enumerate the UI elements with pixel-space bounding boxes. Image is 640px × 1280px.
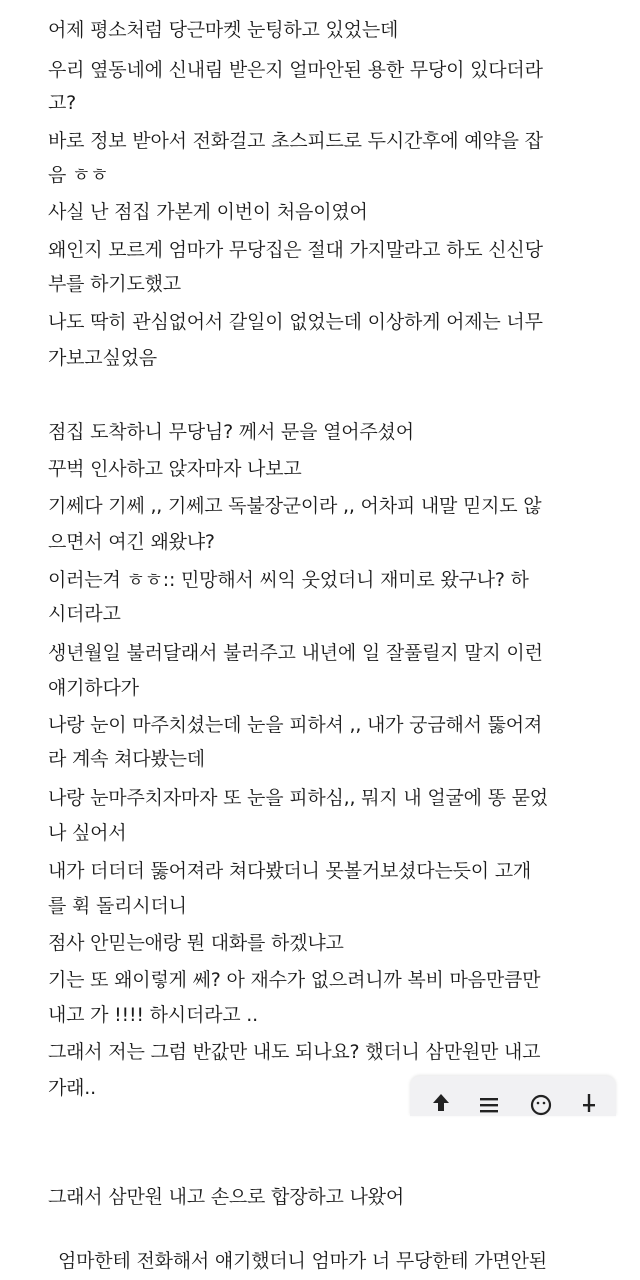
post-line: 우리 옆동네에 신내림 받은지 얼마안된 용한 무당이 있다더라 [48,59,543,81]
list-icon [477,1092,501,1116]
pin-icon [577,1092,601,1116]
post-line: 내고 가 !!!! 하시더라고 .. [48,1004,258,1026]
post-line: 고? [48,92,77,114]
post-line: 나랑 눈이 마주치셨는데 눈을 피하셔 ,, 내가 궁금해서 뚫어져 [48,714,543,736]
post-line: 기쎄다 기쎄 ,, 기쎄고 독불장군이라 ,, 어차피 내말 믿지도 않 [48,495,542,517]
post-line: 를 휙 돌리시더니 [48,895,187,917]
post-line: 나랑 눈마주치자마자 또 눈을 피하심,, 뭐지 내 얼굴에 똥 묻었 [48,787,548,809]
text-format-button[interactable] [428,1092,454,1116]
post-line: 가보고싶었음 [48,347,157,369]
post-line: 어제 평소처럼 당근마켓 눈팅하고 있었는데 [48,19,399,41]
post-line: 생년월일 불러달래서 불러주고 내년에 일 잘풀릴지 말지 이런 [48,642,543,664]
post-line: 꾸벅 인사하고 앉자마자 나보고 [48,458,302,480]
post-line: 사실 난 점집 가본게 이번이 처음이였어 [48,201,368,223]
post-line: 바로 정보 받아서 전화걸고 초스피드로 두시간후에 예약을 잡 [48,130,543,152]
post-line: 그래서 저는 그럼 반값만 내도 되나요? 했더니 삼만원만 내고 [48,1041,541,1063]
post-line: 내가 더더더 뚫어져라 쳐다봤더니 못볼거보셨다는듯이 고개 [48,860,532,882]
emoji-button[interactable] [528,1092,554,1116]
post-line: 음 ㅎㅎ [48,164,109,186]
post-line: 나 싶어서 [48,822,127,844]
post-line: 라 계속 쳐다봤는데 [48,748,205,770]
attach-button[interactable] [576,1092,602,1116]
list-button[interactable] [476,1092,502,1116]
post-line: 그래서 삼만원 내고 손으로 합장하고 나왔어 [48,1186,404,1208]
post-line: 이러는겨 ㅎㅎ:: 민망해서 씨익 웃었더니 재미로 왔구나? 하 [48,569,529,591]
emoji-icon [529,1092,553,1116]
post-line: 시더라고 [48,603,121,625]
post-line: 으면서 여긴 왜왔냐? [48,531,215,553]
post-line: 엄마한테 전화해서 얘기했더니 엄마가 너 무당한테 가면안된 [58,1250,547,1272]
post-line: 부를 하기도했고 [48,273,181,295]
floating-edit-toolbar [410,1076,616,1116]
post-line: 기는 또 왜이렇게 쎄? 아 재수가 없으려니까 복비 마음만큼만 [48,969,541,991]
post-line: 왜인지 모르게 엄마가 무당집은 절대 가지말라고 하도 신신당 [48,239,543,261]
post-line: 점사 안믿는애랑 뭔 대화를 하겠냐고 [48,932,344,954]
post-line: 가래.. [48,1077,96,1099]
post-line: 얘기하다가 [48,677,139,699]
text-format-icon [429,1092,453,1116]
post-line: 나도 딱히 관심없어서 갈일이 없었는데 이상하게 어제는 너무 [48,311,543,333]
post-line: 점집 도착하니 무당님? 께서 문을 열어주셨어 [48,421,414,443]
